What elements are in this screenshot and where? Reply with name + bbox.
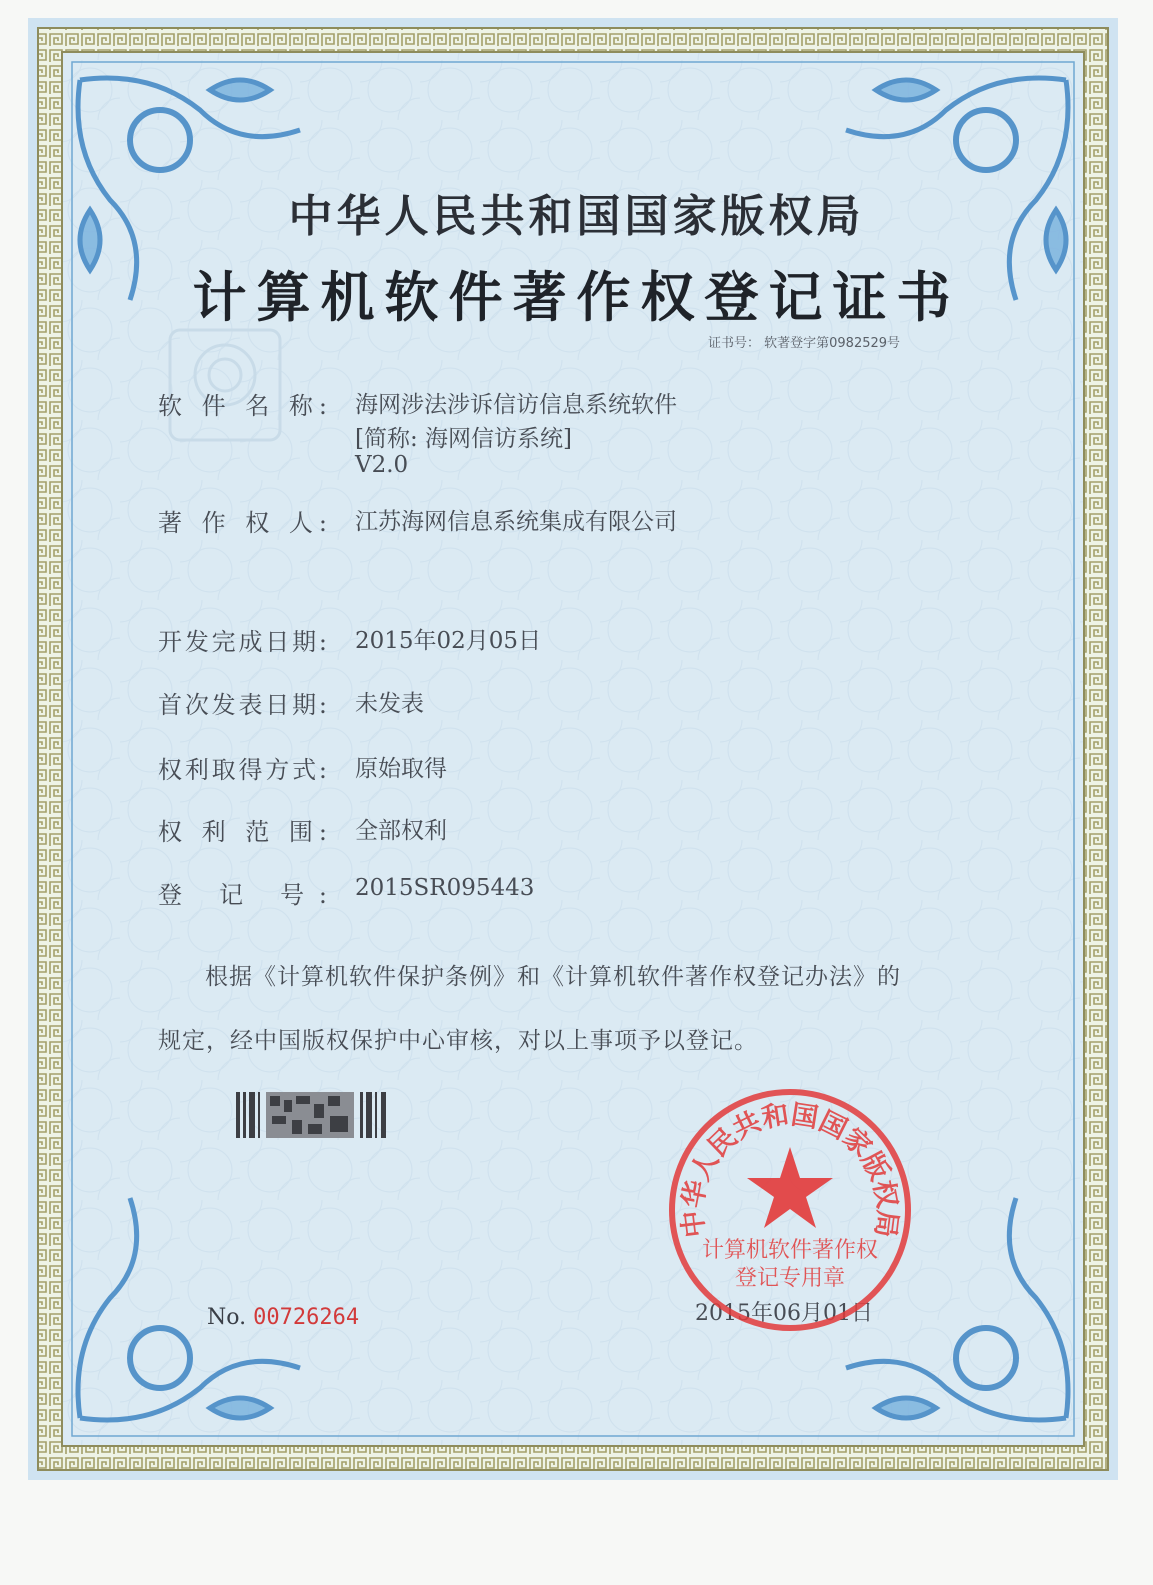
scope-value: 全部权利: [355, 818, 447, 844]
statement-line-1: 根据《计算机软件保护条例》和《计算机软件著作权登记办法》的: [205, 964, 901, 990]
registration-label: 登 记 号:: [158, 881, 328, 909]
software-version: V2.0: [355, 452, 409, 478]
owner-value: 江苏海网信息系统集成有限公司: [355, 509, 677, 535]
software-name: 海网涉法涉诉信访信息系统软件: [355, 392, 677, 418]
serial-number: [207, 1305, 359, 1330]
owner-label: 著 作 权 人:: [158, 509, 328, 537]
dev-date-label: 开发完成日期:: [158, 628, 328, 656]
seal-line-1: 计算机软件著作权: [701, 1238, 879, 1263]
official-seal: [665, 1085, 915, 1335]
seal-line-2: 登记专用章: [734, 1266, 846, 1291]
certificate-title: 计算机软件著作权登记证书: [192, 266, 961, 329]
seal-star-icon: [747, 1147, 833, 1228]
software-short-name: [简称: 海网信访系统]: [355, 426, 573, 452]
statement-line-2: 规定，经中国版权保护中心审核，对以上事项予以登记。: [158, 1028, 758, 1054]
issuer-title: 中华人民共和国国家版权局: [288, 191, 865, 242]
scope-label: 权 利 范 围:: [158, 818, 328, 846]
serial-value: 00726264: [253, 1305, 360, 1330]
seal-arc-text: 中华人民共和国国家版权局: [677, 1099, 903, 1240]
issue-date: 2015年06月01日: [695, 1301, 873, 1326]
registration-value: 2015SR095443: [355, 875, 535, 901]
serial-prefix: No.: [207, 1305, 247, 1330]
dev-date-value: 2015年02月05日: [355, 628, 542, 654]
pub-date-value: 未发表: [355, 691, 424, 717]
software-name-label: 软 件 名 称:: [158, 392, 328, 420]
pub-date-label: 首次发表日期:: [158, 691, 328, 719]
certificate-number: 证书号： 软著登字第0982529号: [708, 336, 901, 351]
acquisition-label: 权利取得方式:: [158, 756, 328, 784]
acquisition-value: 原始取得: [355, 756, 447, 782]
